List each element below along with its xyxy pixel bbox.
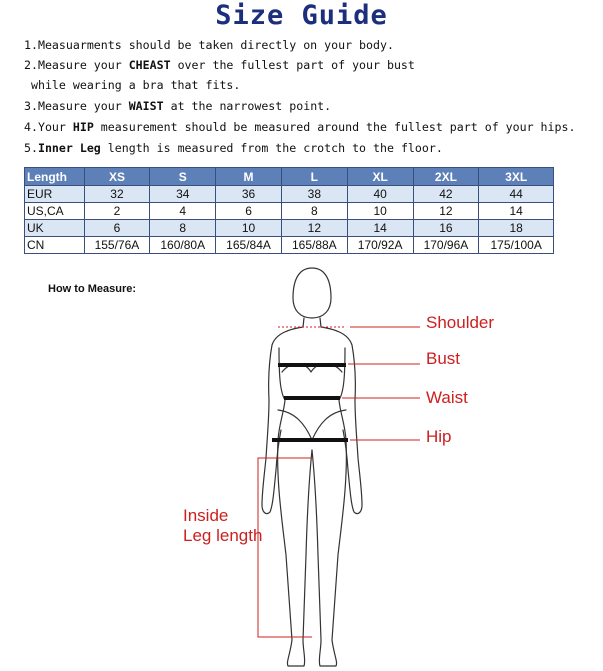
instruction-2-continued: while wearing a bra that fits. <box>24 78 241 92</box>
table-cell: EUR <box>25 186 85 203</box>
table-cell: 14 <box>347 220 413 237</box>
table-cell: 38 <box>281 186 347 203</box>
table-cell: 4 <box>150 203 216 220</box>
column-header: 2XL <box>413 168 479 186</box>
table-cell: 170/96A <box>413 237 479 254</box>
column-header: M <box>216 168 282 186</box>
waist-label: Waist <box>426 388 468 407</box>
table-cell: 10 <box>216 220 282 237</box>
table-cell: 155/76A <box>84 237 150 254</box>
table-cell: 42 <box>413 186 479 203</box>
table-cell: 10 <box>347 203 413 220</box>
instruction-1: 1.Measuarments should be taken directly on your body. <box>24 38 394 52</box>
column-header: Length <box>25 168 85 186</box>
table-cell: 32 <box>84 186 150 203</box>
table-cell: 12 <box>281 220 347 237</box>
inside-leg-label-line-2: Leg length <box>183 526 263 545</box>
table-cell: 12 <box>413 203 479 220</box>
table-cell: 160/80A <box>150 237 216 254</box>
bust-band <box>278 363 346 367</box>
table-cell: 16 <box>413 220 479 237</box>
instruction-3: 3.Measure your WAIST at the narrowest point. <box>24 99 332 113</box>
table-cell: 14 <box>479 203 554 220</box>
bust-label: Bust <box>426 349 461 368</box>
table-cell: UK <box>25 220 85 237</box>
table-cell: 8 <box>150 220 216 237</box>
page-title: Size Guide <box>215 0 388 31</box>
instruction-4: 4.Your HIP measurement should be measured around the fullest part of your hips. <box>24 120 576 134</box>
instruction-5: 5.Inner Leg length is measured from the crotch to the floor. <box>24 141 443 155</box>
table-cell: 8 <box>281 203 347 220</box>
table-cell: 36 <box>216 186 282 203</box>
table-cell: US,CA <box>25 203 85 220</box>
body-outline <box>262 268 362 666</box>
inside-leg-label <box>183 506 262 546</box>
table-cell: CN <box>25 237 85 254</box>
instruction-2: 2.Measure your CHEAST over the fullest part of your bust <box>24 58 415 72</box>
waist-band <box>284 396 340 400</box>
hip-label: Hip <box>426 427 452 446</box>
column-header: XS <box>84 168 150 186</box>
table-cell: 165/84A <box>216 237 282 254</box>
column-header: S <box>150 168 216 186</box>
table-cell: 175/100A <box>479 237 554 254</box>
table-cell: 6 <box>216 203 282 220</box>
table-cell: 34 <box>150 186 216 203</box>
hip-band <box>272 438 348 442</box>
inside-leg-label-line-1: Inside <box>183 506 229 525</box>
table-cell: 44 <box>479 186 554 203</box>
shoulder-label: Shoulder <box>426 313 495 332</box>
column-header: XL <box>347 168 413 186</box>
table-cell: 18 <box>479 220 554 237</box>
column-header: L <box>281 168 347 186</box>
table-cell: 170/92A <box>347 237 413 254</box>
table-cell: 165/88A <box>281 237 347 254</box>
table-cell: 6 <box>84 220 150 237</box>
how-to-measure-heading: How to Measure: <box>48 283 137 295</box>
table-cell: 2 <box>84 203 150 220</box>
column-header: 3XL <box>479 168 554 186</box>
leader-lines <box>342 327 420 440</box>
table-cell: 40 <box>347 186 413 203</box>
